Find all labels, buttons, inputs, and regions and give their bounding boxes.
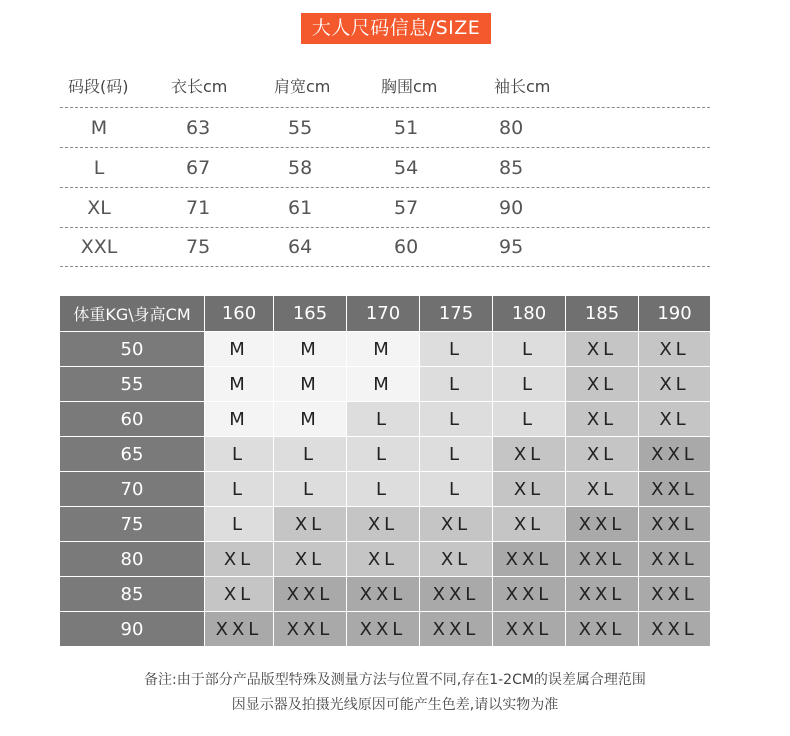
table-row — [60, 147, 710, 187]
grid-height-header: 180 — [493, 296, 566, 332]
grid-size-cell: XXL — [420, 612, 493, 647]
weight-height-grid — [60, 296, 711, 647]
grid-size-cell: XL — [347, 507, 420, 542]
grid-size-cell: M — [205, 367, 274, 402]
table-cell: 57 — [394, 196, 419, 219]
grid-size-cell: M — [205, 402, 274, 437]
grid-size-cell: XL — [420, 542, 493, 577]
grid-size-cell: XXL — [639, 472, 711, 507]
table-cell: 95 — [499, 236, 524, 258]
grid-height-header: 160 — [205, 296, 274, 332]
grid-size-cell: L — [420, 472, 493, 507]
grid-weight-label: 90 — [60, 612, 205, 647]
grid-height-header: 175 — [420, 296, 493, 332]
grid-weight-label: 65 — [60, 437, 205, 472]
grid-size-cell: L — [205, 507, 274, 542]
grid-size-cell: XL — [205, 577, 274, 612]
grid-size-cell: XL — [566, 332, 639, 367]
grid-size-cell: XXL — [420, 577, 493, 612]
grid-size-cell: XL — [639, 402, 711, 437]
grid-size-cell: XXL — [493, 577, 566, 612]
grid-size-cell: XL — [566, 437, 639, 472]
grid-size-cell: XXL — [493, 612, 566, 647]
grid-size-cell: L — [347, 402, 420, 437]
grid-weight-label: 60 — [60, 402, 205, 437]
grid-weight-label: 50 — [60, 332, 205, 367]
grid-size-cell: XXL — [347, 577, 420, 612]
grid-size-cell: XXL — [493, 542, 566, 577]
table-cell: XL — [87, 196, 111, 219]
note-line-1: 备注:由于部分产品版型特殊及测量方法与位置不同,存在1-2CM的误差属合理范围 — [144, 672, 646, 688]
grid-size-cell: XXL — [274, 577, 347, 612]
note-line-2: 因显示器及拍摄光线原因可能产生色差,请以实物为准 — [231, 697, 559, 713]
grid-size-cell: L — [420, 437, 493, 472]
grid-weight-label: 70 — [60, 472, 205, 507]
grid-height-header: 170 — [347, 296, 420, 332]
grid-size-cell: XL — [205, 542, 274, 577]
grid-size-cell: XXL — [205, 612, 274, 647]
grid-size-cell: XL — [493, 437, 566, 472]
table-cell: 55 — [288, 116, 313, 139]
grid-size-cell: XL — [566, 472, 639, 507]
grid-size-cell: XXL — [639, 577, 711, 612]
table-row — [60, 227, 710, 267]
table-cell: 67 — [186, 156, 211, 179]
table-cell: 85 — [499, 156, 524, 179]
table-cell: M — [90, 116, 108, 139]
grid-size-cell: L — [347, 437, 420, 472]
grid-size-cell: L — [274, 437, 347, 472]
table-cell: 90 — [499, 196, 524, 219]
grid-size-cell: XL — [639, 332, 711, 367]
header-shoulder: 肩宽cm — [274, 77, 331, 96]
grid-size-cell: XXL — [274, 612, 347, 647]
table-row — [60, 107, 710, 147]
table-cell: XXL — [80, 236, 118, 258]
header-size-code: 码段(码) — [68, 77, 129, 96]
grid-size-cell: L — [347, 472, 420, 507]
table-cell: 60 — [394, 236, 419, 258]
grid-size-cell: M — [274, 332, 347, 367]
grid-size-cell: L — [420, 367, 493, 402]
table-cell: 63 — [186, 116, 211, 139]
grid-size-cell: M — [347, 367, 420, 402]
grid-size-cell: L — [274, 472, 347, 507]
grid-size-cell: M — [205, 332, 274, 367]
grid-size-cell: M — [347, 332, 420, 367]
grid-size-cell: M — [274, 402, 347, 437]
table-cell: 71 — [186, 196, 211, 219]
grid-size-cell: XL — [274, 542, 347, 577]
size-table-header — [60, 64, 710, 107]
grid-size-cell: L — [205, 472, 274, 507]
grid-height-header: 190 — [639, 296, 711, 332]
size-table — [60, 64, 710, 267]
grid-size-cell: L — [205, 437, 274, 472]
table-cell: 61 — [288, 196, 313, 219]
grid-size-cell: XXL — [566, 612, 639, 647]
page-title: 大人尺码信息/SIZE — [301, 13, 491, 44]
table-cell: 51 — [394, 116, 419, 139]
grid-size-cell: XL — [493, 507, 566, 542]
grid-size-cell: L — [420, 332, 493, 367]
grid-weight-label: 75 — [60, 507, 205, 542]
grid-size-cell: M — [274, 367, 347, 402]
grid-size-cell: XL — [566, 367, 639, 402]
header-sleeve: 袖长cm — [494, 77, 551, 96]
grid-size-cell: XXL — [566, 507, 639, 542]
table-cell: 80 — [499, 116, 524, 139]
table-cell: 75 — [186, 236, 211, 258]
grid-size-cell: XXL — [639, 437, 711, 472]
grid-size-cell: XXL — [566, 542, 639, 577]
grid-size-cell: XL — [420, 507, 493, 542]
grid-size-cell: XL — [493, 472, 566, 507]
grid-size-cell: XXL — [639, 612, 711, 647]
grid-height-header: 165 — [274, 296, 347, 332]
grid-size-cell: XXL — [639, 542, 711, 577]
grid-size-cell: XL — [347, 542, 420, 577]
grid-size-cell: XL — [274, 507, 347, 542]
table-cell: L — [93, 156, 105, 179]
table-row — [60, 187, 710, 227]
grid-weight-label: 55 — [60, 367, 205, 402]
table-cell: 58 — [288, 156, 313, 179]
header-length: 衣长cm — [171, 77, 228, 96]
grid-size-cell: L — [493, 367, 566, 402]
grid-weight-label: 80 — [60, 542, 205, 577]
grid-corner-label: 体重KG\身高CM — [60, 296, 205, 332]
header-chest: 胸围cm — [381, 77, 438, 96]
grid-size-cell: XXL — [639, 507, 711, 542]
table-cell: 54 — [394, 156, 419, 179]
grid-height-header: 185 — [566, 296, 639, 332]
grid-size-cell: XXL — [347, 612, 420, 647]
grid-size-cell: L — [493, 402, 566, 437]
grid-size-cell: L — [420, 402, 493, 437]
grid-size-cell: L — [493, 332, 566, 367]
grid-weight-label: 85 — [60, 577, 205, 612]
grid-size-cell: XL — [639, 367, 711, 402]
table-cell: 64 — [288, 236, 313, 258]
grid-size-cell: XL — [566, 402, 639, 437]
grid-size-cell: XXL — [566, 577, 639, 612]
